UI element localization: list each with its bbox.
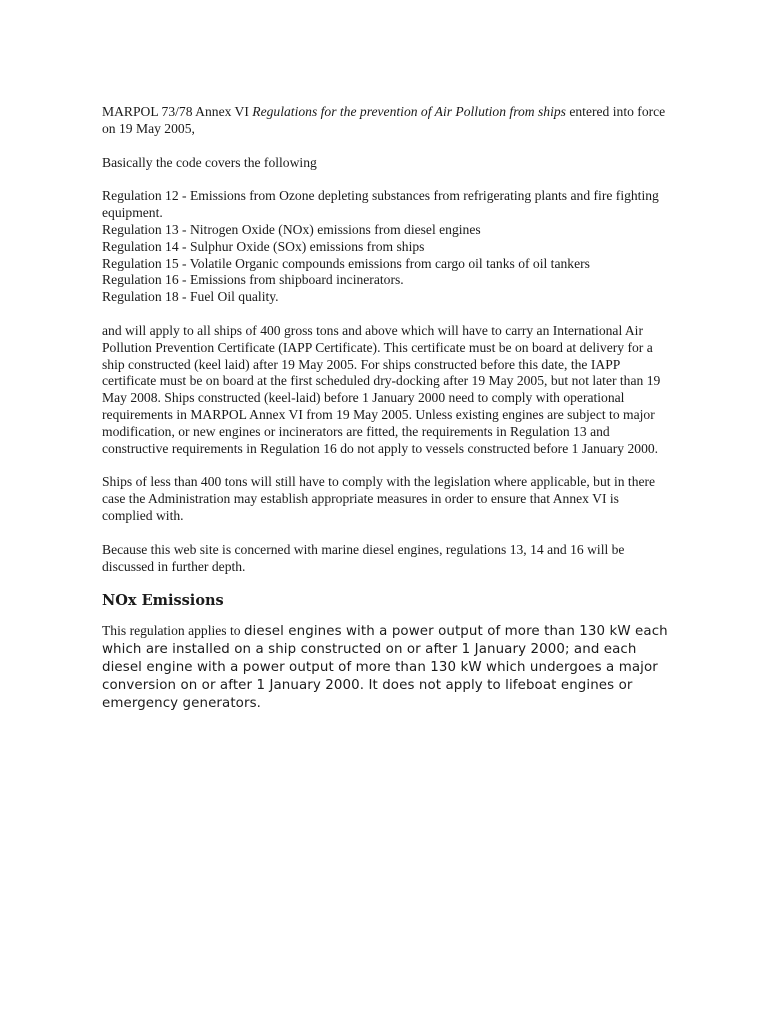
nox-body-text: diesel engines with a power output of more than 130 kW each which are installed on a ship constructed on or after 1 January 2000; and each diesel engine with a power output of more than 130 kW which undergoes a major conversion on or after 1 January 2000. It does not apply to lifeboat engines or emergency generators. — [102, 624, 668, 712]
regulation-list — [102, 188, 672, 306]
covers-paragraph: Basically the code covers the following — [102, 154, 317, 170]
nox-heading: NOx Emissions — [102, 592, 224, 610]
intro-paragraph — [102, 104, 672, 138]
regulation-item: Regulation 15 - Volatile Organic compounds emissions from cargo oil tanks of oil tankers — [102, 255, 590, 271]
regulation-item: Regulation 12 - Emissions from Ozone depleting substances from refrigerating plants and fire fighting equipment. — [102, 188, 659, 221]
nox-lead-text: This regulation applies to — [102, 623, 244, 639]
regulation-item: Regulation 18 - Fuel Oil quality. — [102, 289, 279, 305]
nox-paragraph — [102, 622, 672, 712]
document-page — [102, 104, 672, 712]
intro-suffix: entered into force on 19 May 2005, — [102, 104, 666, 136]
intro-title: Regulations for the prevention of Air Pollution from ships — [252, 104, 566, 119]
regulation-item: Regulation 16 - Emissions from shipboard incinerators. — [102, 272, 404, 288]
small-ships-paragraph: Ships of less than 400 tons will still have to comply with the legislation where applicable, but in there case the Administration may establish appropriate measures in order to ensure that Annex VI is complied with. — [102, 474, 656, 523]
website-paragraph: Because this web site is concerned with marine diesel engines, regulations 13, 14 and 16 will be discussed in further depth. — [102, 541, 625, 574]
apply-paragraph: and will apply to all ships of 400 gross tons and above which will have to carry an International Air Pollution Prevention Certificate (IAPP Certificate). This certificate must be on board at delivery for a ship constructed (keel laid) after 19 May 2005. For ships constructed before this date, the IAPP certificate must be on board at the first scheduled dry-docking after 19 May 2005, but not later than 19 May 2008. Ships constructed (keel-laid) before 1 January 2000 need to comply with operational requirements in MARPOL Annex VI from 19 May 2005. Unless existing engines are subject to major modification, or new engines or incinerators are fitted, the requirements in Regulation 13 and constructive requirements in Regulation 16 do not apply to vessels constructed before 1 January 2000. — [102, 322, 661, 456]
regulation-item: Regulation 14 - Sulphur Oxide (SOx) emissions from ships — [102, 238, 425, 254]
regulation-item: Regulation 13 - Nitrogen Oxide (NOx) emissions from diesel engines — [102, 221, 481, 237]
intro-prefix: MARPOL 73/78 Annex VI — [102, 104, 253, 119]
